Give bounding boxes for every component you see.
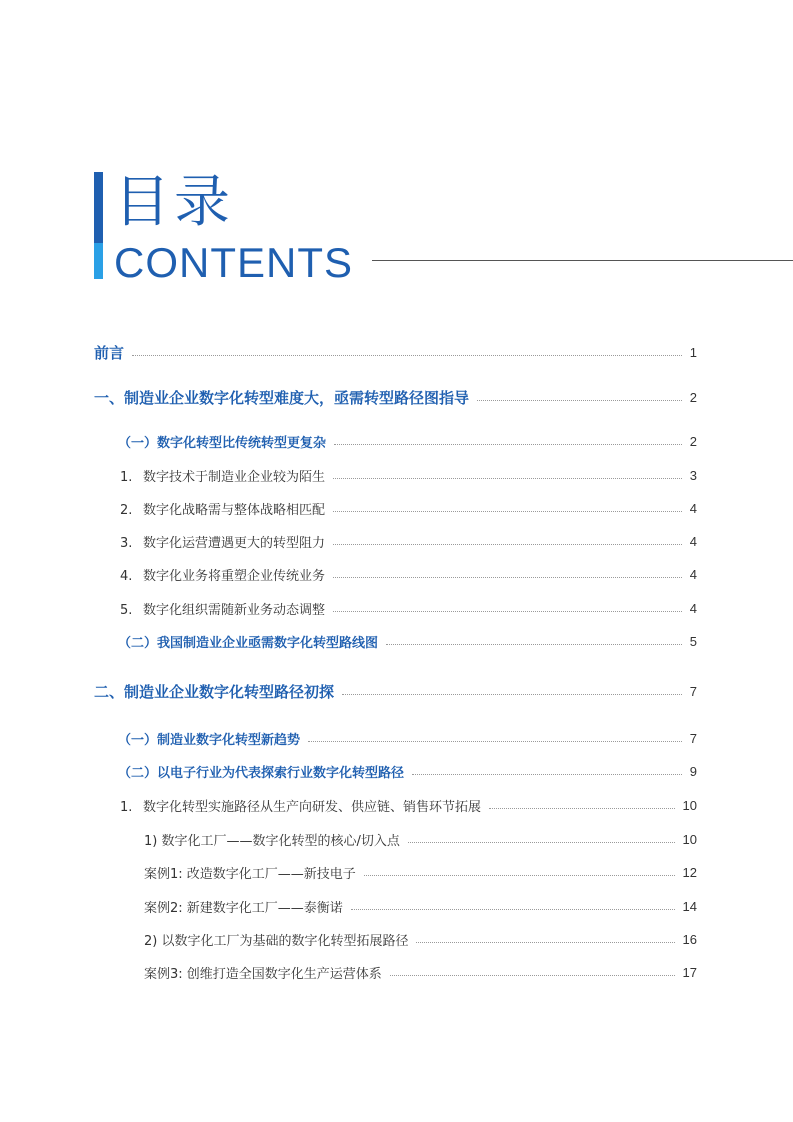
toc-leader-dots [333,577,682,578]
toc-entry[interactable] [120,794,697,816]
toc-leader-dots [416,942,674,943]
toc-entry-text: 案例1: 改造数字化工厂——新技电子 [144,866,356,882]
toc-entry-text: 前言 [94,343,125,362]
toc-entry-label [120,796,481,815]
toc-page-number: 3 [689,467,697,483]
toc-entry[interactable] [118,760,697,782]
toc-entry-text: 一、制造业企业数字化转型难度大，亟需转型路径图指导 [94,388,470,407]
toc-entry[interactable] [118,727,697,749]
toc-entry-text: 数字技术于制造业企业较为陌生 [143,469,326,485]
toc-page-number: 12 [682,864,697,880]
toc-entry[interactable] [144,961,697,983]
toc-entry[interactable] [120,464,697,486]
toc-entry-label [118,632,378,651]
toc-entry-text: 数字化业务将重塑企业传统业务 [143,568,326,584]
toc-page-number: 17 [682,964,697,980]
toc-entry-label [144,830,400,849]
toc-leader-dots [308,741,682,742]
toc-entry-text: 数字化战略需与整体战略相匹配 [143,502,326,518]
toc-entry[interactable] [94,341,697,363]
page-title-en: CONTENTS [114,239,353,286]
toc-leader-dots [489,808,675,809]
toc-entry-text: （一）数字化转型比传统转型更复杂 [118,435,327,451]
toc-entry-text: （二）我国制造业企业亟需数字化转型路线图 [118,635,379,651]
toc-entry[interactable] [144,828,697,850]
toc-entry-text: 数字化转型实施路径从生产向研发、供应链、销售环节拓展 [143,799,482,815]
toc-page-number: 14 [682,898,697,914]
toc-entry[interactable] [120,563,697,585]
toc-entry-label [120,532,325,551]
toc-page-number: 5 [689,633,697,649]
toc-entry-number: 4. [120,568,133,584]
toc-entry-label [120,499,325,518]
toc-leader-dots [334,444,682,445]
toc-entry-label [144,930,408,949]
toc-entry-label [120,466,325,485]
toc-page-number: 10 [682,831,697,847]
toc-entry-label [144,963,382,982]
toc-page-number: 4 [689,533,697,549]
toc-entry-label [118,762,404,781]
toc-entry-label [94,681,334,702]
toc-leader-dots [390,975,675,976]
toc-leader-dots [333,478,682,479]
toc-entry[interactable] [118,430,697,452]
toc-entry[interactable] [120,497,697,519]
toc-entry-number: 1. [120,799,133,815]
toc-entry-label [144,897,343,916]
toc-entry-text: 2) 以数字化工厂为基础的数字化转型拓展路径 [144,933,409,949]
toc-page-number: 9 [689,763,697,779]
toc-entry-text: 二、制造业企业数字化转型路径初探 [94,682,335,701]
toc-leader-dots [342,694,682,695]
toc-entry[interactable] [144,861,697,883]
toc-entry-label [94,387,469,408]
toc-entry-number: 1. [120,469,133,485]
toc-page-number: 10 [682,797,697,813]
toc-entry-label [144,863,356,882]
toc-entry[interactable] [144,928,697,950]
toc-leader-dots [477,400,682,401]
toc-entry[interactable] [120,530,697,552]
toc-page-number: 4 [689,566,697,582]
toc-entry-text: 数字化运营遭遇更大的转型阻力 [143,535,326,551]
toc-entry-label [118,432,326,451]
toc-entry-label [118,729,300,748]
toc-entry-label [120,599,325,618]
toc-page-number: 7 [689,730,697,746]
toc-entry-number: 5. [120,602,133,618]
toc-leader-dots [333,611,682,612]
toc-entry[interactable] [94,386,697,408]
toc-leader-dots [132,355,682,356]
toc-entry-text: 案例3: 创维打造全国数字化生产运营体系 [144,966,382,982]
toc-leader-dots [412,774,682,775]
toc-page-number: 2 [689,389,697,405]
page-title: 目录 [114,170,234,235]
toc-entry-number: 2. [120,502,133,518]
toc-entry[interactable] [94,680,697,702]
toc-entry-number: 3. [120,535,133,551]
toc-page-number: 16 [682,931,697,947]
toc-entry[interactable] [118,630,697,652]
toc-page-number: 4 [689,500,697,516]
toc-entry-text: 案例2: 新建数字化工厂——泰衡诺 [144,900,343,916]
toc-entry-text: （一）制造业数字化转型新趋势 [118,732,301,748]
toc-entry-text: 1) 数字化工厂——数字化转型的核心/切入点 [144,833,400,849]
toc-entry-label [94,342,124,363]
toc-leader-dots [386,644,682,645]
toc-entry[interactable] [120,597,697,619]
toc-leader-dots [408,842,675,843]
toc-page-number: 4 [689,600,697,616]
toc-entry[interactable] [144,895,697,917]
toc-leader-dots [364,875,675,876]
toc-page-number: 2 [689,433,697,449]
toc-leader-dots [351,909,675,910]
toc-entry-text: （二）以电子行业为代表探索行业数字化转型路径 [118,765,405,781]
toc-leader-dots [333,544,682,545]
toc-leader-dots [333,511,682,512]
toc-entry-text: 数字化组织需随新业务动态调整 [143,602,326,618]
toc-page-number: 7 [689,683,697,699]
toc-entry-label [120,565,325,584]
toc-page-number: 1 [689,344,697,360]
